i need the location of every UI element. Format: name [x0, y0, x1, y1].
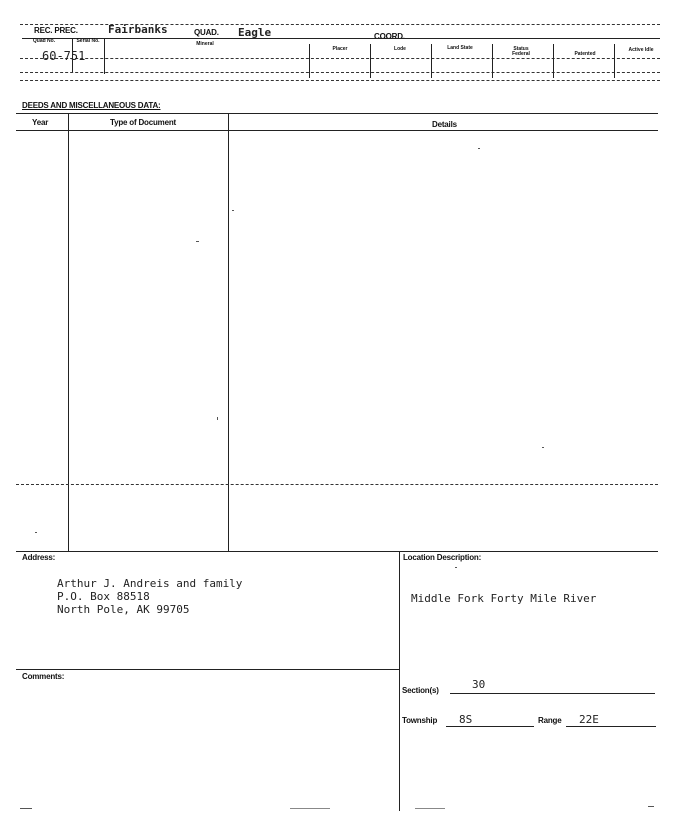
col-mineral: Mineral — [196, 41, 214, 47]
address-label: Address: — [22, 553, 56, 562]
section-value: 30 — [472, 678, 486, 691]
range-value: 22E — [579, 713, 599, 726]
rec-prec-value: Fairbanks — [108, 23, 168, 36]
col-serial-no: Serial No. — [76, 38, 100, 44]
col-active-idle: Active Idle — [628, 47, 654, 53]
col-type-of-document: Type of Document — [110, 118, 176, 127]
address-line-2: P.O. Box 88518 — [57, 590, 150, 603]
location-value: Middle Fork Forty Mile River — [411, 592, 597, 605]
quad-label: QUAD. — [194, 28, 219, 37]
comments-label: Comments: — [22, 672, 65, 681]
deeds-section-title: DEEDS AND MISCELLANEOUS DATA: — [22, 101, 161, 110]
deeds-type-divider — [228, 113, 229, 551]
quad-serial-value: 60-751 — [42, 49, 86, 63]
rec-prec-label: REC. PREC. — [34, 26, 78, 35]
deeds-year-divider — [68, 113, 69, 551]
quad-value: Eagle — [238, 26, 272, 39]
location-label: Location Description: — [403, 553, 482, 562]
col-lode: Lode — [394, 46, 406, 52]
township-value: 8S — [459, 713, 473, 726]
col-status-federal: Status Federal — [512, 46, 530, 57]
range-label: Range — [538, 716, 562, 725]
col-details: Details — [432, 120, 457, 129]
address-line-1: Arthur J. Andreis and family — [57, 577, 243, 590]
col-land-state: Land State — [447, 45, 473, 51]
section-label: Section(s) — [402, 686, 439, 695]
col-year: Year — [32, 118, 49, 127]
township-label: Township — [402, 716, 438, 725]
col-quad-no: Quad No. — [32, 38, 56, 44]
address-line-3: North Pole, AK 99705 — [57, 603, 190, 616]
col-patented: Patented — [574, 51, 596, 57]
coord-label: COORD. — [374, 32, 405, 41]
col-placer: Placer — [332, 46, 348, 52]
